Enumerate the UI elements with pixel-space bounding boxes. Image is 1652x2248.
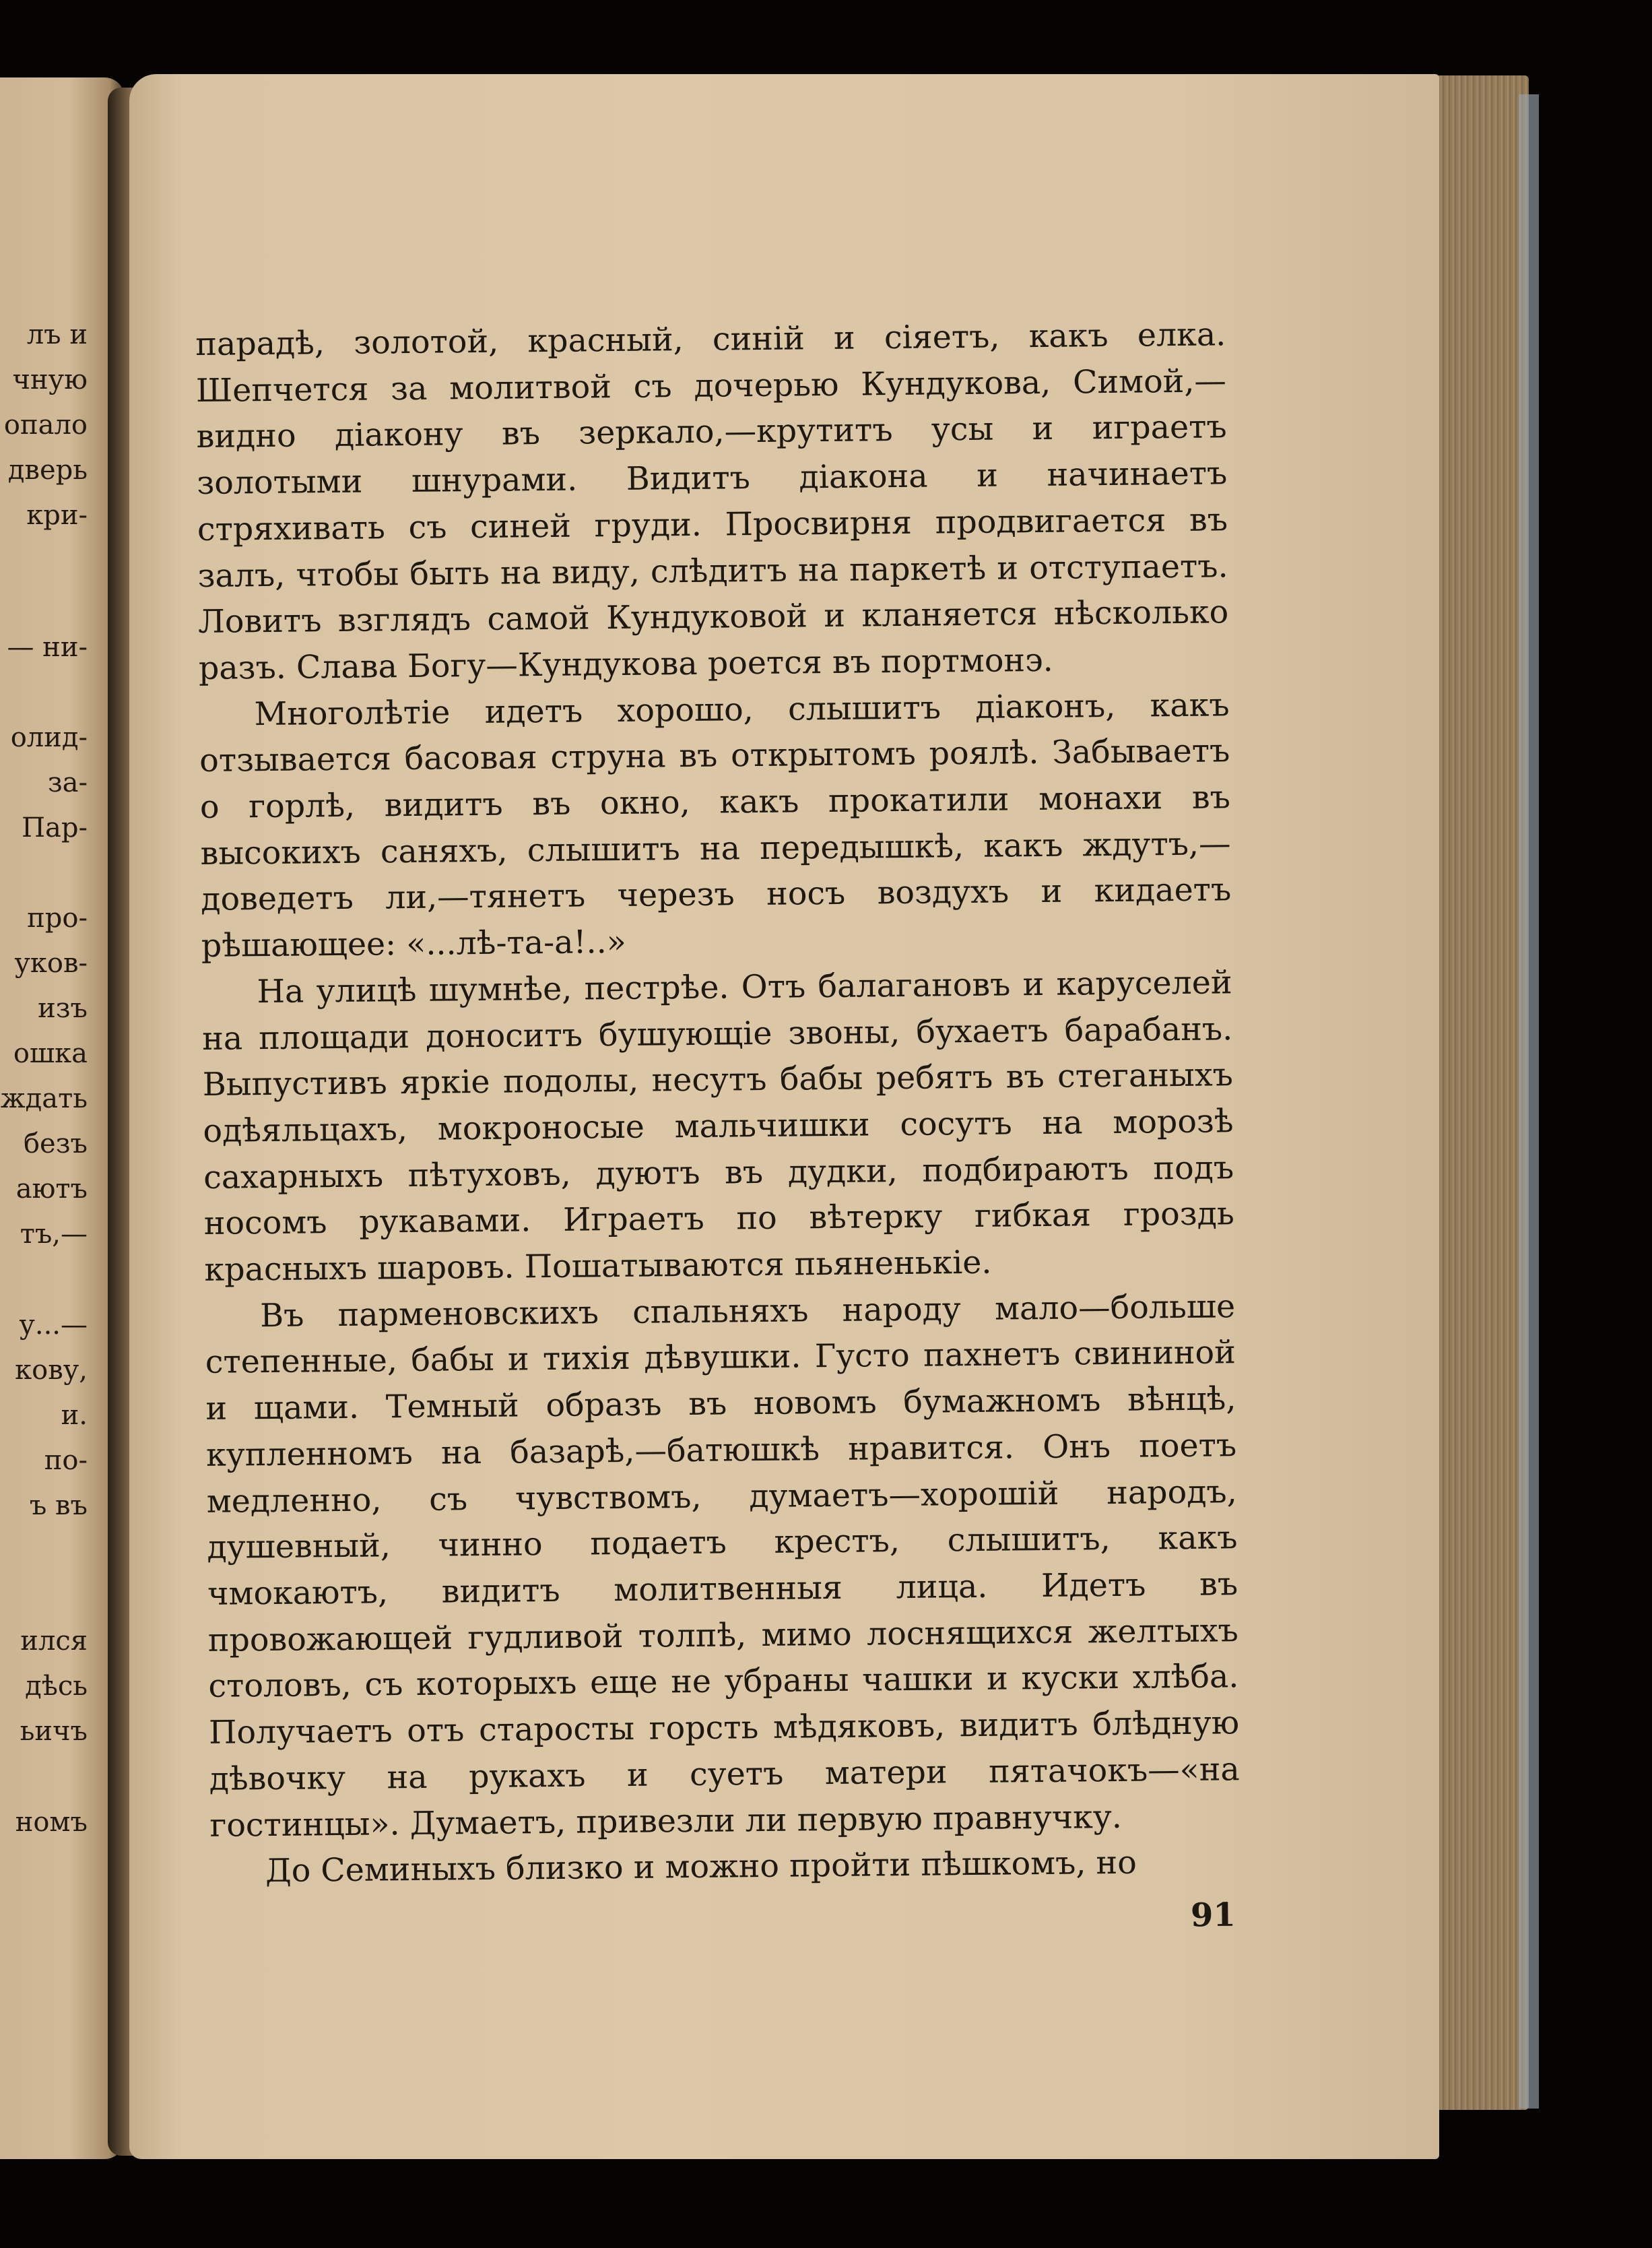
- previous-page-line: безъ: [23, 1128, 88, 1159]
- previous-page-line: олид-: [10, 722, 88, 753]
- previous-page-line: ьичъ: [20, 1716, 88, 1747]
- paragraph: На улицѣ шумнѣе, пестрѣе. Отъ балагановъ и каруселей на площади доноситъ бушующіе звоны, бухаетъ барабанъ. Выпустивъ яркіе подолы, несутъ бабы ребятъ въ стеганыхъ одѣяльцахъ, мокроносые мальчишки сосутъ на морозѣ сахарныхъ пѣтуховъ, дуютъ въ дудки, подбираютъ подъ носомъ рукавами. Играетъ по вѣтерку гибкая гроздь красныхъ шаровъ. Пошатываются пьяненькіе.: [201, 964, 1235, 1289]
- previous-page-text: [0, 77, 88, 2159]
- previous-page-line: про-: [27, 903, 88, 934]
- page-number: 91: [1190, 1896, 1236, 1935]
- previous-page-line: кову,: [15, 1355, 88, 1386]
- previous-page-line: лъ и: [26, 319, 88, 350]
- previous-page-line: за-: [47, 767, 88, 798]
- paragraph: До Семиныхъ близко и можно пройти пѣшкомъ, но: [265, 1844, 1137, 1890]
- page-edge-highlight: [1519, 94, 1539, 2109]
- paragraph: Въ парменовскихъ спальняхъ народу мало—больше степенные, бабы и тихія дѣвушки. Густо пахнетъ свининой и щами. Темный образъ въ новомъ бумажномъ вѣнцѣ, купленномъ на базарѣ,—батюшкѣ нравится. Онъ поетъ медленно, съ чувствомъ, думаетъ—хорошій народъ, душевный, чинно подаетъ крестъ, слышитъ, какъ чмокаютъ, видитъ молитвенныя лица. Идетъ въ провожающей гудливой толпѣ, мимо лоснящихся желтыхъ столовъ, съ которыхъ еще не убраны чашки и куски хлѣба. Получаетъ отъ старосты горсть мѣдяковъ, видитъ блѣдную дѣвочку на рукахъ и суетъ матери пятачокъ—«на гостинцы». Думаетъ, привезли ли первую правнучку.: [205, 1288, 1240, 1844]
- previous-page-line: номъ: [15, 1807, 88, 1838]
- paragraph: Многолѣтіе идетъ хорошо, слышитъ діаконъ, какъ отзывается басовая струна въ открытомъ роялѣ. Забываетъ о горлѣ, видитъ въ окно, какъ прокатили монахи въ высокихъ саняхъ, слышитъ на передышкѣ, какъ ждутъ,— доведетъ ли,—тянетъ черезъ носъ воздухъ и кидаетъ рѣшающее: «...лѣ-та-а!..»: [199, 686, 1232, 965]
- page-body-text: [195, 312, 1241, 1895]
- previous-page-line: опало: [3, 410, 88, 441]
- previous-page-line: по-: [44, 1445, 88, 1476]
- previous-page-line: чную: [12, 364, 88, 395]
- previous-page-line: тъ,—: [20, 1219, 88, 1250]
- previous-page-line: ждать: [0, 1083, 88, 1114]
- previous-page: [0, 77, 125, 2159]
- previous-page-line: и.: [61, 1400, 88, 1431]
- previous-page-line: кри-: [26, 500, 88, 531]
- paragraph: парадѣ, золотой, красный, синій и сіяетъ, какъ елка. Шепчется за молитвой съ дочерью Кундукова, Симой,— видно діакону въ зеркало,—крутитъ усы и играетъ золотыми шнурами. Видитъ діакона и начинаетъ стряхивать съ синей груди. Просвирня продвигается въ залъ, чтобы быть на виду, слѣдитъ на паркетѣ и отступаетъ. Ловитъ взглядъ самой Кундуковой и кланяется нѣсколько разъ. Слава Богу—Кундукова роется въ портмонэ.: [195, 316, 1229, 687]
- previous-page-line: Пар-: [22, 812, 88, 843]
- previous-page-line: дѣсь: [25, 1671, 88, 1702]
- previous-page-line: — ни-: [7, 632, 88, 663]
- previous-page-line: у...—: [19, 1310, 88, 1341]
- previous-page-line: дверь: [7, 455, 88, 486]
- previous-page-line: ъ въ: [29, 1490, 88, 1521]
- previous-page-line: аютъ: [15, 1174, 88, 1205]
- previous-page-line: ошка: [13, 1038, 88, 1069]
- previous-page-line: уков-: [14, 948, 88, 979]
- previous-page-line: ился: [20, 1626, 88, 1657]
- previous-page-line: изъ: [38, 993, 88, 1024]
